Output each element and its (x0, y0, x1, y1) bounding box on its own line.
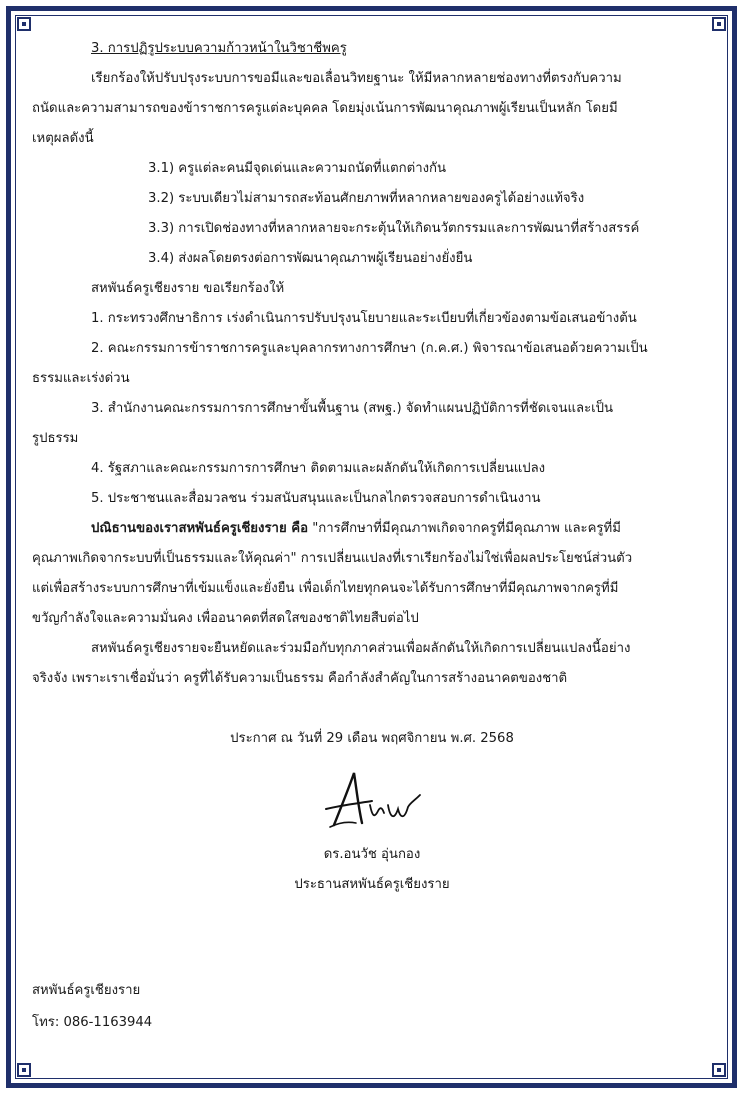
document-body (32, 34, 712, 900)
reason-item-4: 3.4) ส่งผลโดยตรงต่อการพัฒนาคุณภาพผู้เรียนอย่างยั่งยืน (148, 251, 473, 266)
contact-footer (32, 975, 152, 1039)
philosophy-line-2: คุณภาพเกิดจากระบบที่เป็นธรรมและให้คุณค่า" การเปลี่ยนแปลงที่เราเรียกร้องไม่ใช่เพื่อผลประโยชน์ส่วนตัว (32, 551, 633, 566)
signer-name: ดร.อนวัช อุ่นกอง (323, 847, 421, 862)
reason-item-3: 3.3) การเปิดช่องทางที่หลากหลายจะกระตุ้นให้เกิดนวัตกรรมและการพัฒนาที่สร้างสรรค์ (148, 221, 640, 236)
signature-image (32, 760, 712, 840)
handwritten-signature (312, 765, 432, 835)
corner-ornament-bottom-right (712, 1063, 726, 1077)
footer-phone: โทร: 086-1163944 (32, 1015, 153, 1030)
corner-ornament-top-right (712, 17, 726, 31)
philosophy-lead: ปณิธานของเราสหพันธ์ครูเชียงราย คือ (91, 521, 309, 536)
intro-line-2: ถนัดและความสามารถของข้าราชการครูแต่ละบุคคล โดยมุ่งเน้นการพัฒนาคุณภาพผู้เรียนเป็นหลัก โดยมี (32, 101, 618, 116)
demand-item-5: 5. ประชาชนและสื่อมวลชน ร่วมสนับสนุนและเป็นกลไกตรวจสอบการดำเนินงาน (91, 491, 541, 506)
closing-line-1: สหพันธ์ครูเชียงรายจะยืนหยัดและร่วมมือกับทุกภาคส่วนเพื่อผลักดันให้เกิดการเปลี่ยนแปลงนี้อย่าง (91, 641, 631, 656)
philosophy-line-1 (32, 514, 712, 544)
footer-org: สหพันธ์ครูเชียงราย (32, 983, 141, 998)
demand-item-2-cont: ธรรมและเร่งด่วน (32, 371, 130, 386)
reason-item-1: 3.1) ครูแต่ละคนมีจุดเด่นและความถนัดที่แตกต่างกัน (148, 161, 447, 176)
announcement-date: ประกาศ ณ วันที่ 29 เดือน พฤศจิกายน พ.ศ. 2568 (230, 731, 514, 746)
demand-item-4: 4. รัฐสภาและคณะกรรมการการศึกษา ติดตามและผลักดันให้เกิดการเปลี่ยนแปลง (91, 461, 546, 476)
demand-item-1: 1. กระทรวงศึกษาธิการ เร่งดำเนินการปรับปรุงนโยบายและระเบียบที่เกี่ยวข้องตามข้อเสนอข้างต้น (91, 311, 637, 326)
corner-ornament-bottom-left (17, 1063, 31, 1077)
signer-title: ประธานสหพันธ์ครูเชียงราย (294, 877, 450, 892)
corner-ornament-top-left (17, 17, 31, 31)
intro-line-1: เรียกร้องให้ปรับปรุงระบบการขอมีและขอเลื่อนวิทยฐานะ ให้มีหลากหลายช่องทางที่ตรงกับความ (91, 71, 622, 86)
demand-item-2: 2. คณะกรรมการข้าราชการครูและบุคลากรทางการศึกษา (ก.ค.ศ.) พิจารณาข้อเสนอด้วยความเป็น (91, 341, 648, 356)
philosophy-quote-start: "การศึกษาที่มีคุณภาพเกิดจากครูที่มีคุณภาพ และครูที่มี (308, 521, 621, 536)
demand-intro: สหพันธ์ครูเชียงราย ขอเรียกร้องให้ (91, 281, 285, 296)
philosophy-line-3: แต่เพื่อสร้างระบบการศึกษาที่เข้มแข็งและยั่งยืน เพื่อเด็กไทยทุกคนจะได้รับการศึกษาที่มีคุณภาพจากครูที่มี (32, 581, 619, 596)
philosophy-line-4: ขวัญกำลังใจและความมั่นคง เพื่ออนาคตที่สดใสของชาติไทยสืบต่อไป (32, 611, 419, 626)
intro-line-3: เหตุผลดังนี้ (32, 131, 94, 146)
section-heading: 3. การปฏิรูประบบความก้าวหน้าในวิชาชีพครู (91, 41, 347, 56)
demand-item-3-cont: รูปธรรม (32, 431, 79, 446)
demand-item-3: 3. สำนักงานคณะกรรมการการศึกษาขั้นพื้นฐาน (สพฐ.) จัดทำแผนปฏิบัติการที่ชัดเจนและเป็น (91, 401, 614, 416)
closing-line-2: จริงจัง เพราะเราเชื่อมั่นว่า ครูที่ได้รับความเป็นธรรม คือกำลังสำคัญในการสร้างอนาคตของชาติ (32, 671, 568, 686)
reason-item-2: 3.2) ระบบเดียวไม่สามารถสะท้อนศักยภาพที่หลากหลายของครูได้อย่างแท้จริง (148, 191, 585, 206)
